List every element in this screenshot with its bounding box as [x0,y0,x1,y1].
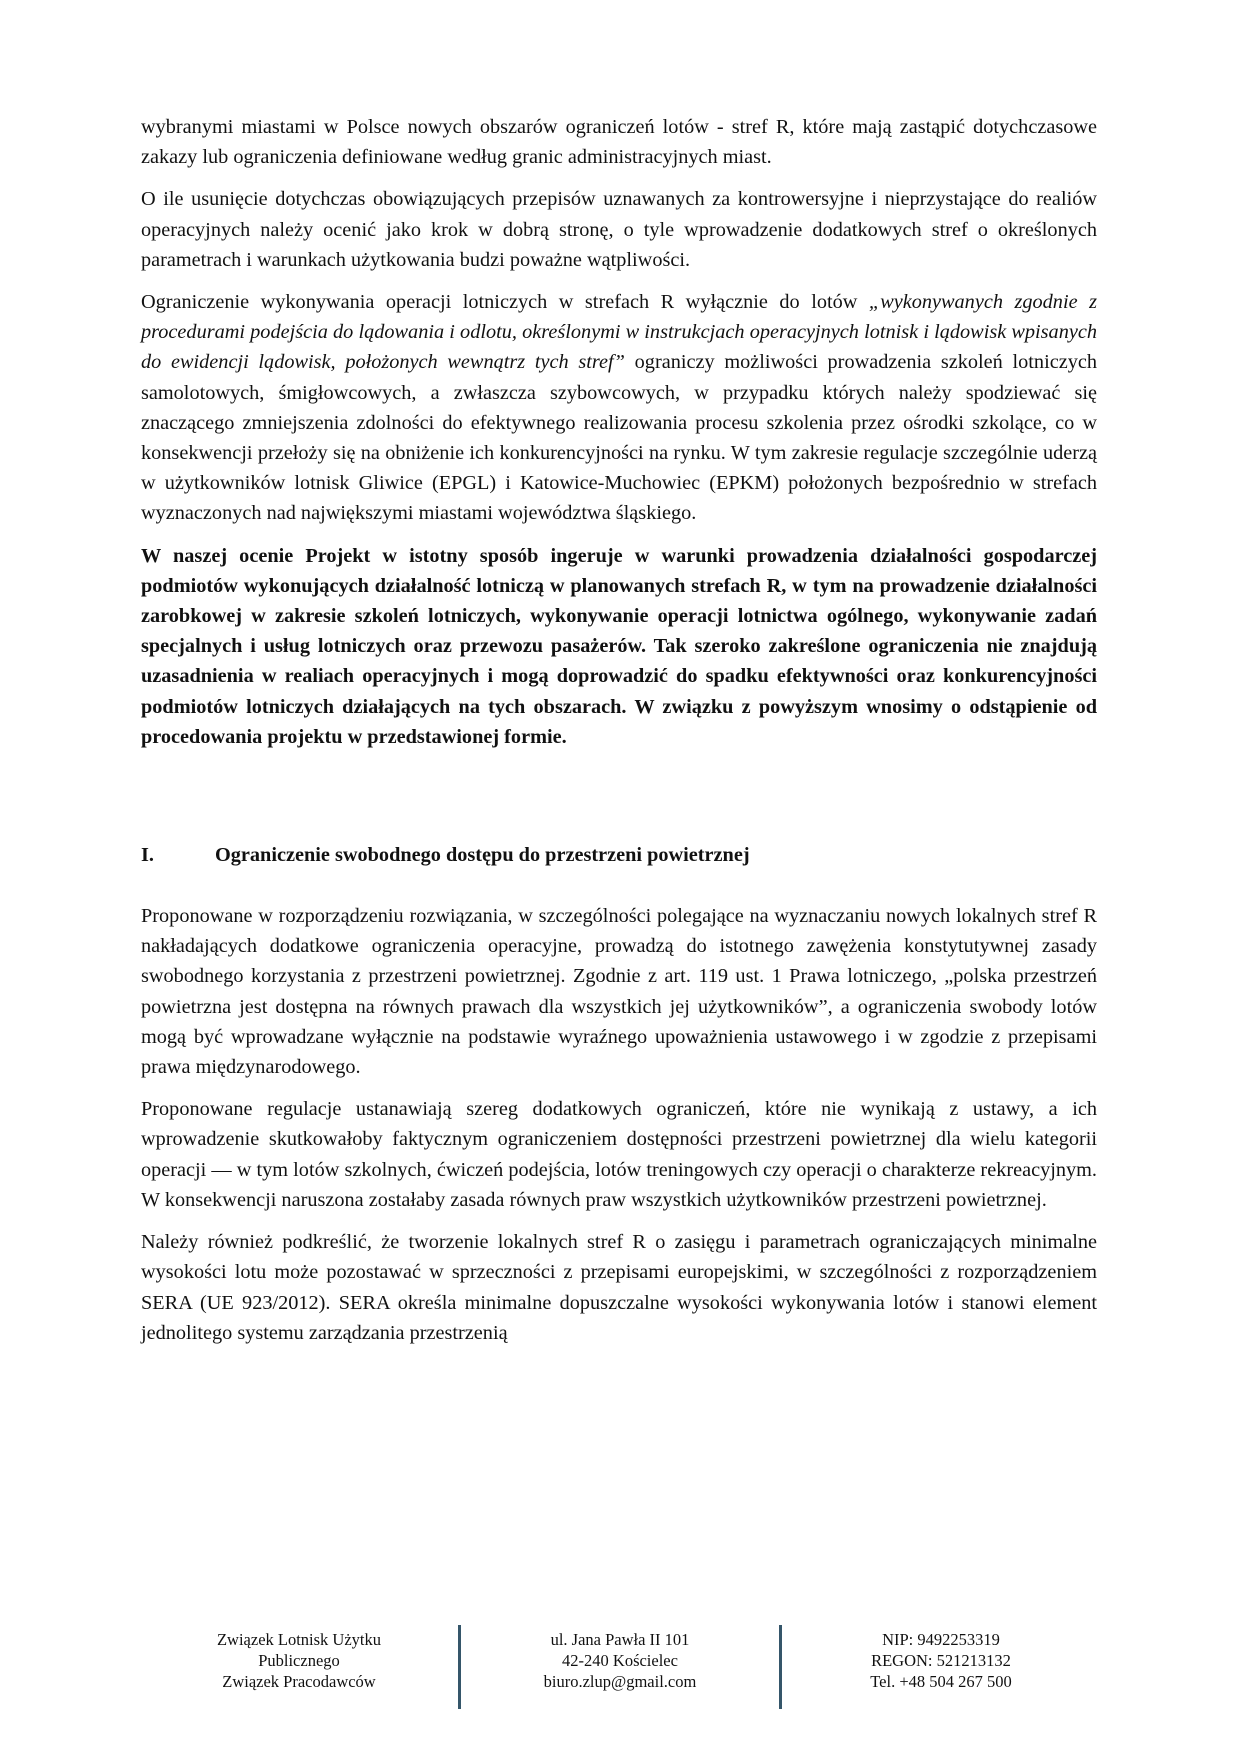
document-body [141,112,1097,1360]
footer-registration [782,1625,1100,1709]
section-title: Ograniczenie swobodnego dostępu do przestrzeni powietrznej [215,844,750,867]
footer-email: biuro.zlup@gmail.com [543,1672,697,1691]
paragraph: Proponowane regulacje ustanawiają szereg dodatkowych ograniczeń, które nie wynikają z ustawy, a ich wprowadzenie skutkowałoby faktycznym ograniczeniem dostępności przestrzeni powietrznej dla wielu kategorii operacji — w tym lotów szkolnych, ćwiczeń podejścia, lotów treningowych czy operacji o charakterze rekreacyjnym. W konsekwencji naruszona zostałaby zasada równych praw wszystkich użytkowników przestrzeni powietrznej. [141,1098,1097,1211]
paragraph-text: ograniczy możliwości prowadzenia szkoleń lotniczych samolotowych, śmigłowcowych, a zwłaszcza szybowcowych, w przypadku których należy spodziewać się znaczącego zmniejszenia zdolności do efektywnego realizowania procesu szkolenia przez ośrodki szkolące, co w konsekwencji przełoży się na obniżenie ich konkurencyjności na rynku. W tym zakresie regulacje szczególnie uderzą w użytkowników lotnisk Gliwice (EPGL) i Katowice-Muchowiec (EPKM) położonych bezpośrednio w strefach wyznaczonych nad największymi miastami województwa śląskiego. [141,351,1097,525]
footer-line: Publicznego [258,1651,340,1670]
footer-line: REGON: 521213132 [871,1651,1011,1670]
footer-organization [140,1625,458,1709]
paragraph: Należy również podkreślić, że tworzenie lokalnych stref R o zasięgu i parametrach ograniczających minimalne wysokości lotu może pozostawać w sprzeczności z przepisami europejskimi, w szczególności z rozporządzeniem SERA (UE 923/2012). SERA określa minimalne dopuszczalne wysokości wykonywania lotów i stanowi element jednolitego systemu zarządzania przestrzenią [141,1231,1097,1344]
page-footer [140,1625,1100,1709]
paragraph: wybranymi miastami w Polsce nowych obszarów ograniczeń lotów - stref R, które mają zastąpić dotychczasowe zakazy lub ograniczenia definiowane według granic administracyjnych miast. [141,116,1097,169]
footer-line: 42-240 Kościelec [562,1651,678,1670]
footer-phone: Tel. +48 504 267 500 [870,1672,1012,1691]
paragraph: O ile usunięcie dotychczas obowiązujących przepisów uznawanych za kontrowersyjne i nieprzystające do realiów operacyjnych należy ocenić jako krok w dobrą stronę, o tyle wprowadzenie dodatkowych stref o określonych parametrach i warunkach użytkowania budzi poważne wątpliwości. [141,188,1097,271]
paragraph: Proponowane w rozporządzeniu rozwiązania, w szczególności polegające na wyznaczaniu nowych lokalnych stref R nakładających dodatkowe ograniczenia operacyjne, prowadzą do istotnego zawężenia konstytutywnej zasady swobodnego korzystania z przestrzeni powietrznej. Zgodnie z art. 119 ust. 1 Prawa lotniczego, „polska przestrzeń powietrzna jest dostępna na równych prawach dla wszystkich jej użytkowników”, a ograniczenia swobody lotów mogą być wprowadzane wyłącznie na podstawie wyraźnego upoważnienia ustawowego i w zgodzie z przepisami prawa międzynarodowego. [141,905,1097,1079]
section-number: I. [141,844,154,867]
footer-address [461,1625,779,1709]
footer-line: NIP: 9492253319 [882,1630,1000,1649]
quoted-regulation: „wykonywanych zgodnie z procedurami podejścia do lądowania i odlotu, określonymi w instrukcjach operacyjnych lotnisk i lądowisk wpisanych do ewidencji lądowisk, położonych wewnątrz tych stref” [141,291,1097,374]
footer-line: Związek Pracodawców [222,1672,376,1691]
paragraph-text: Ograniczenie wykonywania operacji lotniczych w strefach R wyłącznie do lotów [141,291,869,314]
conclusion-paragraph: W naszej ocenie Projekt w istotny sposób ingeruje w warunki prowadzenia działalności gospodarczej podmiotów wykonujących działalność lotniczą w planowanych strefach R, w tym na prowadzenie działalności zarobkowej w zakresie szkoleń lotniczych, wykonywanie operacji lotnictwa ogólnego, wykonywanie zadań specjalnych i usług lotniczych oraz przewozu pasażerów. Tak szeroko zakreślone ograniczenia nie znajdują uzasadnienia w realiach operacyjnych i mogą doprowadzić do spadku efektywności oraz konkurencyjności podmiotów lotniczych działających na tych obszarach. W związku z powyższym wnosimy o odstąpienie od procedowania projektu w przedstawionej formie. [141,544,1097,748]
footer-line: ul. Jana Pawła II 101 [550,1630,690,1649]
footer-line: Związek Lotnisk Użytku [216,1630,382,1649]
section-heading [141,840,1097,870]
paragraph-with-quote [141,287,1097,529]
